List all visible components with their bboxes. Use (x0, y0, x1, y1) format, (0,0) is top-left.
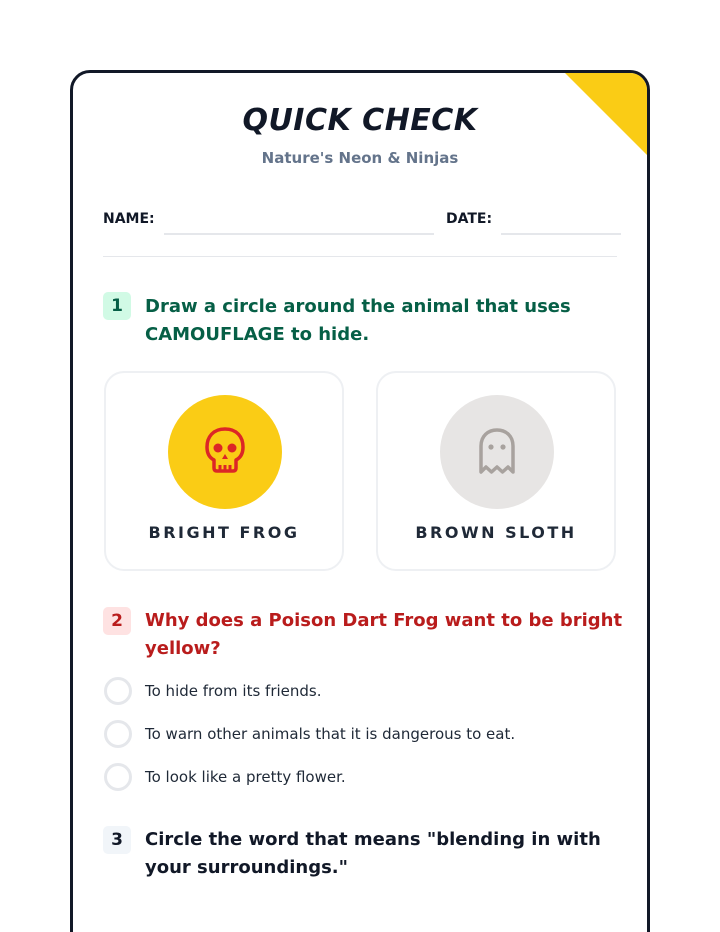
choice-radio-1[interactable] (104, 677, 132, 705)
quiz-card (70, 70, 650, 932)
name-label: NAME: (103, 211, 155, 227)
question-1-number: 1 (103, 292, 131, 320)
name-field[interactable] (164, 233, 434, 235)
option-brown-sloth[interactable] (376, 371, 616, 571)
question-3-number: 3 (103, 826, 131, 854)
choice-text-2: To warn other animals that it is dangerous to eat. (145, 725, 516, 743)
option-bright-frog[interactable] (104, 371, 344, 571)
question-3-text: Circle the word that means "blending in with your surroundings." (145, 829, 601, 878)
option-label: BRIGHT FROG (148, 523, 300, 542)
skull-icon (203, 426, 247, 478)
question-2-text: Why does a Poison Dart Frog want to be bright yellow? (145, 610, 623, 659)
date-label: DATE: (446, 211, 493, 227)
ghost-icon (475, 426, 519, 478)
option-label: BROWN SLOTH (415, 523, 577, 542)
option-icon-circle (168, 395, 282, 509)
question-2-number: 2 (103, 607, 131, 635)
page-title: QUICK CHECK (242, 103, 478, 138)
date-field[interactable] (501, 233, 621, 235)
choice-text-3: To look like a pretty flower. (145, 768, 346, 786)
question-1-text: Draw a circle around the animal that uses CAMOUFLAGE to hide. (145, 296, 571, 345)
option-icon-circle (440, 395, 554, 509)
choice-radio-2[interactable] (104, 720, 132, 748)
choice-radio-3[interactable] (104, 763, 132, 791)
page-subtitle: Nature's Neon & Ninjas (261, 149, 459, 167)
choice-text-1: To hide from its friends. (145, 682, 322, 700)
divider (103, 256, 617, 257)
